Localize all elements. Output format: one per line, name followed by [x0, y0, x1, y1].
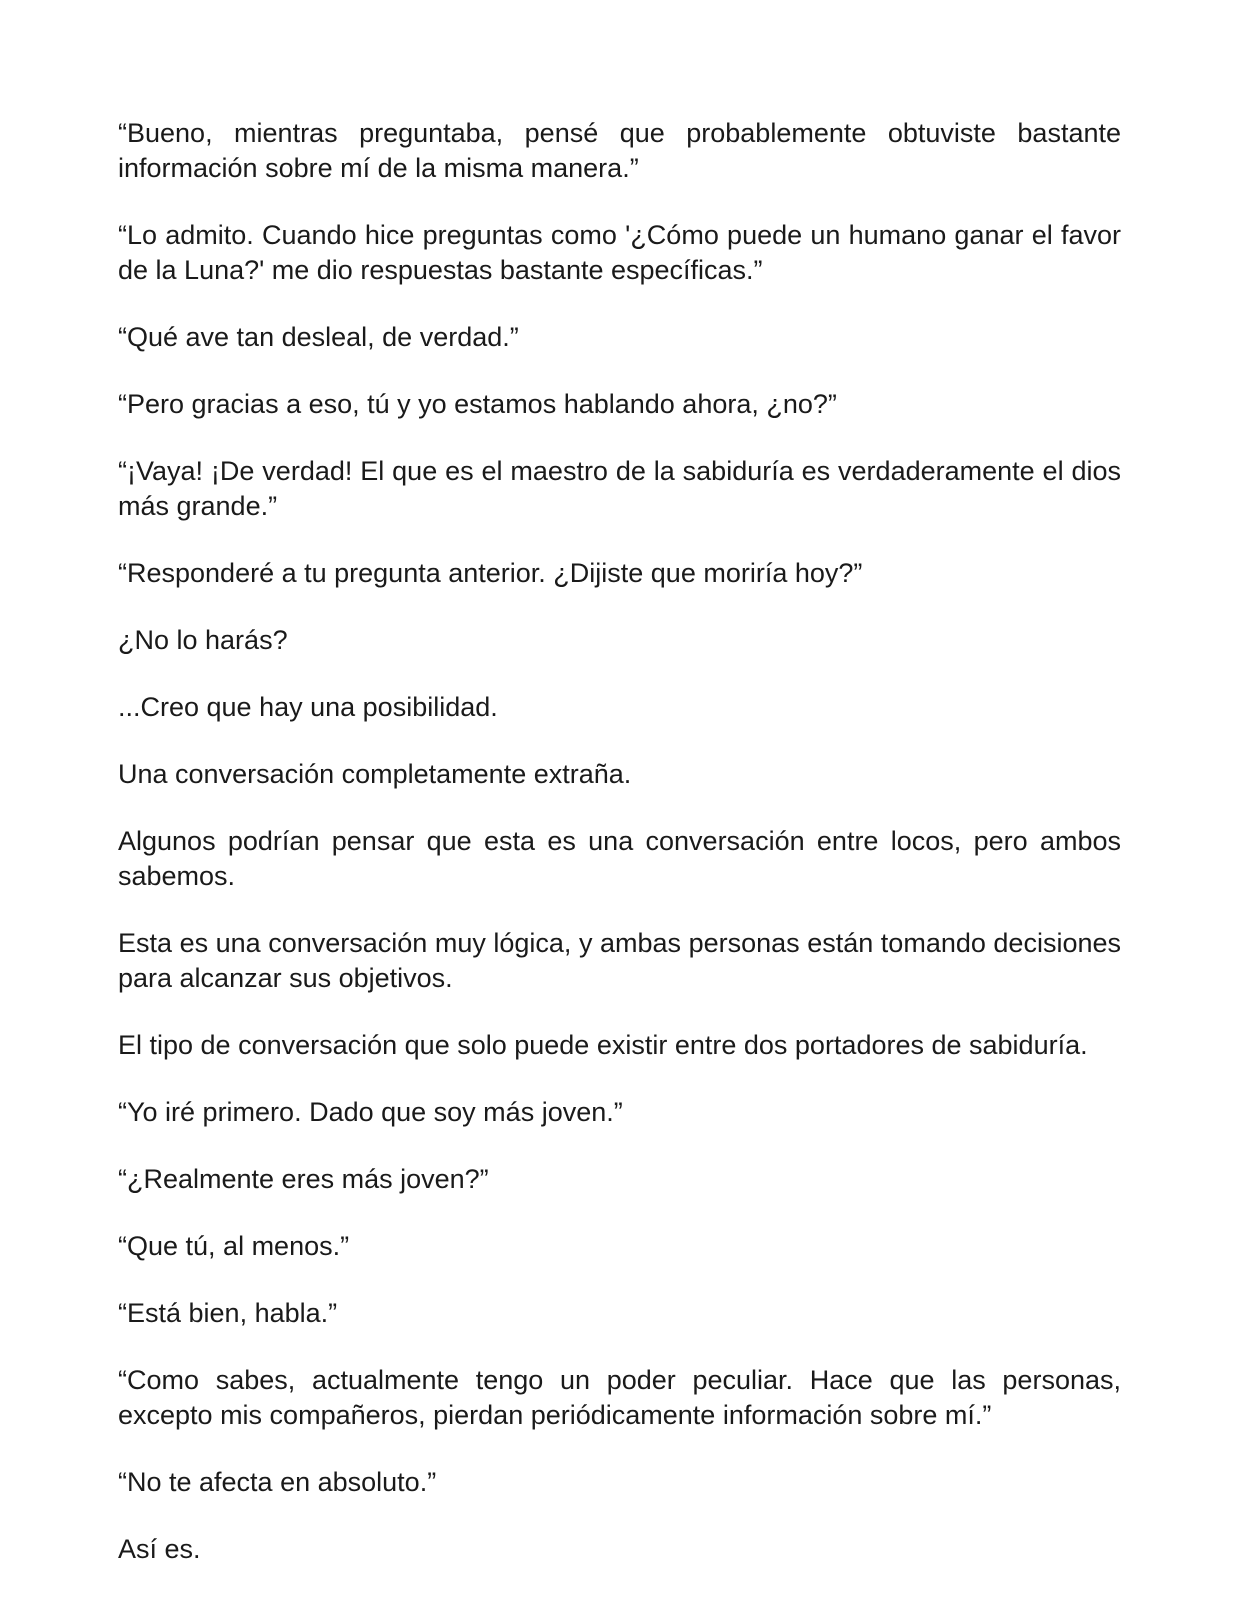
paragraph: “Pero gracias a eso, tú y yo estamos hablando ahora, ¿no?” [118, 389, 837, 419]
document-page [118, 116, 1121, 1567]
paragraph: “Qué ave tan desleal, de verdad.” [118, 322, 519, 352]
paragraph: “Bueno, mientras preguntaba, pensé que probablemente obtuviste bastante información sobre mí de la misma manera.” [118, 118, 1121, 183]
paragraph: “Como sabes, actualmente tengo un poder peculiar. Hace que las personas, excepto mis compañeros, pierdan periódicamente información sobre mí.” [118, 1365, 1121, 1430]
paragraph: El tipo de conversación que solo puede existir entre dos portadores de sabiduría. [118, 1030, 1088, 1060]
paragraph: “Responderé a tu pregunta anterior. ¿Dijiste que moriría hoy?” [118, 558, 863, 588]
paragraph: Una conversación completamente extraña. [118, 759, 632, 789]
paragraph: “Lo admito. Cuando hice preguntas como '¿Cómo puede un humano ganar el favor de la Luna?' me dio respuestas bastante específicas.” [118, 220, 1121, 285]
paragraph: ...Creo que hay una posibilidad. [118, 692, 498, 722]
paragraph: “Está bien, habla.” [118, 1298, 338, 1328]
paragraph: “No te afecta en absoluto.” [118, 1467, 437, 1497]
paragraph: Así es. [118, 1534, 201, 1564]
paragraph: “¿Realmente eres más joven?” [118, 1164, 489, 1194]
paragraph: Algunos podrían pensar que esta es una conversación entre locos, pero ambos sabemos. [118, 826, 1121, 891]
paragraph: Esta es una conversación muy lógica, y ambas personas están tomando decisiones para alcanzar sus objetivos. [118, 928, 1121, 993]
paragraph: “Que tú, al menos.” [118, 1231, 350, 1261]
paragraph: “Yo iré primero. Dado que soy más joven.” [118, 1097, 623, 1127]
paragraph: ¿No lo harás? [118, 625, 288, 655]
paragraph: “¡Vaya! ¡De verdad! El que es el maestro de la sabiduría es verdaderamente el dios más grande.” [118, 456, 1121, 521]
